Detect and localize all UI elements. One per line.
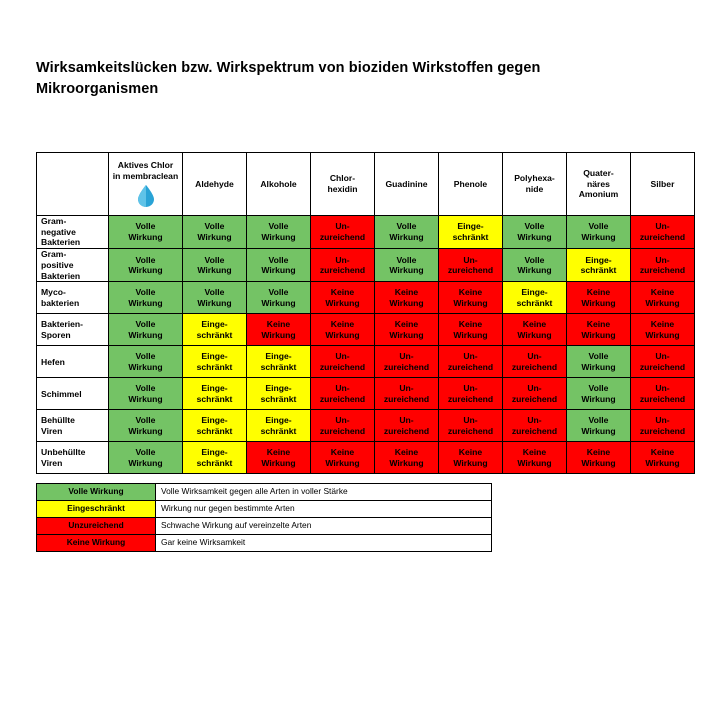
matrix-cell-label: Un- xyxy=(335,254,350,265)
column-header-line: Amonium xyxy=(578,189,619,200)
matrix-cell xyxy=(567,378,631,410)
matrix-cell-label: Keine xyxy=(650,287,675,298)
column-header-line: näres xyxy=(587,178,610,189)
matrix-cell xyxy=(439,314,503,346)
matrix-cell-label: Wirkung xyxy=(197,232,232,243)
matrix-column-header xyxy=(503,153,567,216)
matrix-cell-label: Wirkung xyxy=(197,297,232,308)
matrix-cell xyxy=(311,216,375,249)
matrix-cell xyxy=(109,249,183,282)
matrix-cell xyxy=(503,314,567,346)
matrix-cell-label: Wirkung xyxy=(645,457,680,468)
matrix-cell xyxy=(375,249,439,282)
matrix-cell xyxy=(247,314,311,346)
matrix-cell-label: schränkt xyxy=(196,457,233,468)
matrix-cell xyxy=(247,378,311,410)
matrix-cell-label: Wirkung xyxy=(128,297,163,308)
matrix-cell-label: Keine xyxy=(330,319,355,330)
matrix-cell xyxy=(631,410,695,442)
legend-description: Gar keine Wirksamkeit xyxy=(156,535,492,552)
matrix-cell-label: schränkt xyxy=(580,265,617,276)
matrix-cell xyxy=(109,314,183,346)
matrix-cell xyxy=(247,249,311,282)
matrix-cell-label: Einge- xyxy=(265,351,292,362)
matrix-cell xyxy=(567,442,631,474)
matrix-cell xyxy=(311,410,375,442)
matrix-column-header xyxy=(375,153,439,216)
matrix-cell xyxy=(375,282,439,314)
matrix-cell xyxy=(311,282,375,314)
matrix-cell-label: Keine xyxy=(458,319,483,330)
matrix-cell xyxy=(503,282,567,314)
matrix-row-header xyxy=(37,282,109,314)
matrix-cell xyxy=(503,216,567,249)
table-row xyxy=(37,378,695,410)
matrix-row-header xyxy=(37,249,109,282)
row-header-line: Unbehüllte xyxy=(41,447,86,458)
matrix-cell xyxy=(183,442,247,474)
matrix-cell-label: Un- xyxy=(463,383,478,394)
matrix-cell-label: zureichend xyxy=(319,393,366,404)
table-row xyxy=(37,346,695,378)
matrix-cell-label: Un- xyxy=(399,351,414,362)
matrix-cell-label: Einge- xyxy=(201,383,228,394)
matrix-cell-label: zureichend xyxy=(447,361,494,372)
matrix-cell xyxy=(311,442,375,474)
matrix-cell-label: Einge- xyxy=(201,319,228,330)
matrix-cell-label: Wirkung xyxy=(581,457,616,468)
matrix-cell-label: zureichend xyxy=(319,361,366,372)
matrix-cell-label: Volle xyxy=(524,254,545,265)
table-row xyxy=(37,410,695,442)
legend-description: Wirkung nur gegen bestimmte Arten xyxy=(156,501,492,518)
matrix-cell-label: Wirkung xyxy=(453,329,488,340)
matrix-cell-label: schränkt xyxy=(196,329,233,340)
matrix-cell-label: zureichend xyxy=(383,425,430,436)
matrix-cell-label: Un- xyxy=(655,415,670,426)
table-row xyxy=(37,442,695,474)
matrix-cell-label: zureichend xyxy=(383,393,430,404)
matrix-cell-label: Wirkung xyxy=(261,457,296,468)
matrix-cell xyxy=(183,378,247,410)
matrix-cell xyxy=(183,346,247,378)
matrix-cell-label: Wirkung xyxy=(453,297,488,308)
matrix-cell-label: Volle xyxy=(135,447,156,458)
matrix-cell-label: Volle xyxy=(396,221,417,232)
matrix-cell-label: Volle xyxy=(135,287,156,298)
legend-key: Unzureichend xyxy=(37,518,156,535)
column-header-line: Quater- xyxy=(583,167,614,178)
column-header-line: Aldehyde xyxy=(195,178,234,189)
matrix-cell-label: Un- xyxy=(335,221,350,232)
matrix-cell xyxy=(439,216,503,249)
matrix-cell-label: Wirkung xyxy=(261,329,296,340)
page-title: Wirksamkeitslücken bzw. Wirkspektrum von bioziden Wirkstoffen gegen Mikroorganismen xyxy=(36,60,541,98)
matrix-cell xyxy=(567,410,631,442)
matrix-cell xyxy=(631,314,695,346)
matrix-cell xyxy=(631,442,695,474)
row-header-line: Viren xyxy=(41,457,63,468)
matrix-column-header xyxy=(109,153,183,216)
matrix-cell xyxy=(183,314,247,346)
column-header-line: Silber xyxy=(650,178,675,189)
matrix-cell-label: Wirkung xyxy=(128,361,163,372)
matrix-cell-label: Wirkung xyxy=(261,265,296,276)
matrix-cell-label: Einge- xyxy=(265,383,292,394)
matrix-cell-label: Volle xyxy=(524,221,545,232)
matrix-cell xyxy=(631,346,695,378)
matrix-cell-label: Keine xyxy=(394,447,419,458)
matrix-cell-label: Keine xyxy=(266,319,291,330)
matrix-cell-label: Keine xyxy=(330,287,355,298)
column-header-line: Alkohole xyxy=(260,178,297,189)
matrix-cell xyxy=(109,378,183,410)
matrix-column-header xyxy=(631,153,695,216)
row-header-line: Bakterien xyxy=(41,237,81,248)
matrix-cell xyxy=(631,282,695,314)
matrix-cell-label: Un- xyxy=(655,221,670,232)
legend-row xyxy=(37,518,492,535)
matrix-cell-label: Wirkung xyxy=(389,297,424,308)
matrix-cell-label: Un- xyxy=(463,254,478,265)
matrix-cell xyxy=(631,216,695,249)
matrix-cell xyxy=(247,346,311,378)
matrix-cell xyxy=(109,442,183,474)
matrix-cell xyxy=(567,346,631,378)
matrix-cell xyxy=(247,282,311,314)
legend-row xyxy=(37,501,492,518)
matrix-cell-label: Volle xyxy=(135,415,156,426)
matrix-cell xyxy=(631,249,695,282)
matrix-cell-label: Volle xyxy=(204,254,225,265)
matrix-cell-label: Volle xyxy=(588,221,609,232)
matrix-cell-label: Un- xyxy=(335,351,350,362)
matrix-cell-label: Wirkung xyxy=(325,457,360,468)
legend-key: Keine Wirkung xyxy=(37,535,156,552)
matrix-cell-label: schränkt xyxy=(516,297,553,308)
column-header-line: in membraclean xyxy=(112,170,179,181)
row-header-line: Hefen xyxy=(41,356,65,367)
matrix-cell xyxy=(375,410,439,442)
matrix-cell-label: Wirkung xyxy=(389,232,424,243)
matrix-cell xyxy=(247,216,311,249)
matrix-cell-label: Keine xyxy=(586,447,611,458)
matrix-cell xyxy=(183,216,247,249)
matrix-cell-label: Wirkung xyxy=(581,232,616,243)
matrix-cell-label: zureichend xyxy=(383,361,430,372)
row-header-line: negative xyxy=(41,226,76,237)
matrix-cell-label: zureichend xyxy=(639,265,686,276)
row-header-line: Behüllte xyxy=(41,415,75,426)
matrix-cell-label: Wirkung xyxy=(128,232,163,243)
matrix-cell-label: schränkt xyxy=(452,232,489,243)
matrix-cell-label: zureichend xyxy=(639,393,686,404)
matrix-cell-label: zureichend xyxy=(511,393,558,404)
matrix-cell-label: Volle xyxy=(588,383,609,394)
matrix-column-header xyxy=(567,153,631,216)
matrix-column-header xyxy=(311,153,375,216)
matrix-cell xyxy=(311,314,375,346)
matrix-cell xyxy=(247,442,311,474)
column-header-line: Aktives Chlor xyxy=(117,159,174,170)
matrix-cell-label: Volle xyxy=(135,221,156,232)
row-header-line: Bakterien- xyxy=(41,319,84,330)
matrix-cell xyxy=(375,314,439,346)
matrix-cell-label: Un- xyxy=(527,351,542,362)
matrix-cell xyxy=(567,249,631,282)
matrix-cell-label: zureichend xyxy=(319,265,366,276)
matrix-cell xyxy=(439,249,503,282)
column-header-line: Polyhexa- xyxy=(514,173,555,184)
matrix-cell xyxy=(311,346,375,378)
matrix-cell-label: Keine xyxy=(458,447,483,458)
matrix-column-header xyxy=(247,153,311,216)
matrix-cell xyxy=(109,282,183,314)
matrix-cell xyxy=(503,378,567,410)
matrix-cell xyxy=(567,282,631,314)
row-header-line: Myco- xyxy=(41,287,66,298)
matrix-cell-label: Volle xyxy=(204,221,225,232)
matrix-cell-label: zureichend xyxy=(511,425,558,436)
matrix-cell xyxy=(503,442,567,474)
matrix-cell xyxy=(567,314,631,346)
matrix-cell-label: Wirkung xyxy=(128,329,163,340)
matrix-cell-label: Keine xyxy=(650,319,675,330)
matrix-cell-label: Volle xyxy=(135,319,156,330)
matrix-cell xyxy=(109,410,183,442)
matrix-cell xyxy=(439,346,503,378)
matrix-cell-label: Wirkung xyxy=(128,393,163,404)
table-row xyxy=(37,282,695,314)
matrix-cell-label: Wirkung xyxy=(128,425,163,436)
matrix-cell-label: Keine xyxy=(458,287,483,298)
matrix-cell xyxy=(439,410,503,442)
row-header-line: Gram- xyxy=(41,249,67,260)
matrix-cell-label: zureichend xyxy=(639,361,686,372)
matrix-cell-label: Keine xyxy=(522,447,547,458)
matrix-cell xyxy=(109,346,183,378)
matrix-cell xyxy=(311,378,375,410)
matrix-cell-label: schränkt xyxy=(196,425,233,436)
matrix-cell-label: Un- xyxy=(655,351,670,362)
matrix-cell-label: Einge- xyxy=(265,415,292,426)
row-header-line: Schimmel xyxy=(41,388,82,399)
matrix-cell-label: Keine xyxy=(586,319,611,330)
matrix-cell-label: Wirkung xyxy=(581,329,616,340)
matrix-cell-label: Einge- xyxy=(521,287,548,298)
matrix-cell-label: Volle xyxy=(588,415,609,426)
matrix-cell xyxy=(375,216,439,249)
matrix-cell-label: Wirkung xyxy=(517,457,552,468)
matrix-cell-label: Wirkung xyxy=(517,232,552,243)
row-header-line: Viren xyxy=(41,425,63,436)
row-header-line: Sporen xyxy=(41,329,71,340)
matrix-row-header xyxy=(37,346,109,378)
matrix-cell-label: Einge- xyxy=(201,447,228,458)
water-droplet-icon xyxy=(135,184,157,208)
matrix-cell xyxy=(183,410,247,442)
row-header-line: Gram- xyxy=(41,216,67,226)
matrix-cell-label: Un- xyxy=(399,415,414,426)
matrix-cell-label: Volle xyxy=(268,221,289,232)
matrix-cell-label: Wirkung xyxy=(128,265,163,276)
matrix-cell-label: Un- xyxy=(335,415,350,426)
column-header-line: Guadinine xyxy=(385,178,428,189)
matrix-cell-label: Un- xyxy=(655,254,670,265)
matrix-cell-label: Keine xyxy=(266,447,291,458)
matrix-cell-label: Wirkung xyxy=(128,457,163,468)
matrix-cell-label: Wirkung xyxy=(517,329,552,340)
matrix-cell-label: Keine xyxy=(650,447,675,458)
matrix-cell-label: Volle xyxy=(268,287,289,298)
column-header-line: hexidin xyxy=(327,184,358,194)
matrix-cell-label: Einge- xyxy=(201,351,228,362)
matrix-row-header xyxy=(37,378,109,410)
table-row xyxy=(37,216,695,249)
matrix-cell-label: zureichend xyxy=(319,232,366,243)
matrix-cell-label: Volle xyxy=(135,254,156,265)
row-header-line: positive xyxy=(41,259,74,270)
matrix-cell-label: Volle xyxy=(268,254,289,265)
matrix-cell-label: Wirkung xyxy=(645,297,680,308)
column-header-line: Phenole xyxy=(453,178,488,189)
column-header-line: Chlor- xyxy=(329,173,356,184)
matrix-cell-label: zureichend xyxy=(639,232,686,243)
matrix-cell-label: Keine xyxy=(394,287,419,298)
matrix-cell-label: Wirkung xyxy=(197,265,232,276)
matrix-cell-label: schränkt xyxy=(260,361,297,372)
matrix-cell xyxy=(375,346,439,378)
matrix-cell-label: Un- xyxy=(399,383,414,394)
matrix-row-header xyxy=(37,410,109,442)
matrix-cell xyxy=(439,282,503,314)
matrix-cell-label: Wirkung xyxy=(389,265,424,276)
matrix-cell xyxy=(503,249,567,282)
matrix-cell-label: Volle xyxy=(135,351,156,362)
matrix-cell xyxy=(503,410,567,442)
matrix-cell-label: Un- xyxy=(527,415,542,426)
row-header-line: bakterien xyxy=(41,297,80,308)
legend-row xyxy=(37,535,492,552)
matrix-cell-label: Wirkung xyxy=(581,425,616,436)
matrix-cell-label: Keine xyxy=(586,287,611,298)
matrix-cell-label: Wirkung xyxy=(261,232,296,243)
matrix-column-header xyxy=(439,153,503,216)
matrix-cell-label: Volle xyxy=(588,351,609,362)
matrix-cell xyxy=(567,216,631,249)
legend-row xyxy=(37,484,492,501)
matrix-cell xyxy=(631,378,695,410)
matrix-row-header xyxy=(37,442,109,474)
matrix-cell-label: Einge- xyxy=(585,254,612,265)
matrix-cell xyxy=(439,378,503,410)
legend-table xyxy=(36,483,492,552)
legend-description: Schwache Wirkung auf vereinzelte Arten xyxy=(156,518,492,535)
matrix-cell-label: Wirkung xyxy=(325,329,360,340)
matrix-cell xyxy=(375,442,439,474)
matrix-cell-label: Un- xyxy=(335,383,350,394)
table-row xyxy=(37,249,695,282)
matrix-cell-label: zureichend xyxy=(447,393,494,404)
matrix-column-header xyxy=(183,153,247,216)
row-header-line: Bakterien xyxy=(41,270,81,281)
matrix-cell xyxy=(311,249,375,282)
legend-key: Eingeschränkt xyxy=(37,501,156,518)
matrix-cell xyxy=(183,249,247,282)
matrix-cell-label: Wirkung xyxy=(645,329,680,340)
matrix-cell xyxy=(109,216,183,249)
matrix-cell-label: zureichend xyxy=(319,425,366,436)
matrix-cell-label: Wirkung xyxy=(261,297,296,308)
matrix-header-row xyxy=(37,153,695,216)
matrix-cell-label: schränkt xyxy=(196,393,233,404)
matrix-cell-label: zureichend xyxy=(639,425,686,436)
matrix-cell-label: Un- xyxy=(463,415,478,426)
matrix-cell-label: Einge- xyxy=(457,221,484,232)
matrix-cell-label: Wirkung xyxy=(581,297,616,308)
matrix-cell-label: Un- xyxy=(463,351,478,362)
matrix-cell-label: schränkt xyxy=(260,393,297,404)
matrix-cell xyxy=(503,346,567,378)
matrix-cell-label: Wirkung xyxy=(581,361,616,372)
matrix-cell-label: Wirkung xyxy=(453,457,488,468)
table-row xyxy=(37,314,695,346)
matrix-cell-label: Wirkung xyxy=(517,265,552,276)
matrix-cell-label: Wirkung xyxy=(581,393,616,404)
matrix-body xyxy=(37,216,695,474)
matrix-cell xyxy=(247,410,311,442)
matrix-cell-label: Einge- xyxy=(201,415,228,426)
matrix-cell-label: Keine xyxy=(522,319,547,330)
matrix-cell-label: zureichend xyxy=(511,361,558,372)
matrix-cell-label: Un- xyxy=(527,383,542,394)
matrix-cell-label: Wirkung xyxy=(389,457,424,468)
matrix-corner-cell xyxy=(37,153,109,216)
legend-key: Volle Wirkung xyxy=(37,484,156,501)
matrix-cell-label: zureichend xyxy=(447,265,494,276)
efficacy-matrix-table xyxy=(36,152,695,474)
matrix-cell-label: Volle xyxy=(135,383,156,394)
matrix-row-header xyxy=(37,314,109,346)
matrix-cell-label: Wirkung xyxy=(325,297,360,308)
matrix-cell-label: schränkt xyxy=(260,425,297,436)
matrix-cell-label: Keine xyxy=(394,319,419,330)
matrix-cell-label: Un- xyxy=(655,383,670,394)
matrix-cell xyxy=(375,378,439,410)
matrix-cell-label: schränkt xyxy=(196,361,233,372)
matrix-cell xyxy=(183,282,247,314)
matrix-cell-label: Keine xyxy=(330,447,355,458)
matrix-cell-label: Volle xyxy=(396,254,417,265)
matrix-row-header xyxy=(37,216,109,249)
matrix-cell-label: Wirkung xyxy=(389,329,424,340)
matrix-cell-label: zureichend xyxy=(447,425,494,436)
matrix-cell-label: Volle xyxy=(204,287,225,298)
legend-description: Volle Wirksamkeit gegen alle Arten in voller Stärke xyxy=(156,484,492,501)
matrix-cell xyxy=(439,442,503,474)
column-header-line: nide xyxy=(525,184,544,194)
